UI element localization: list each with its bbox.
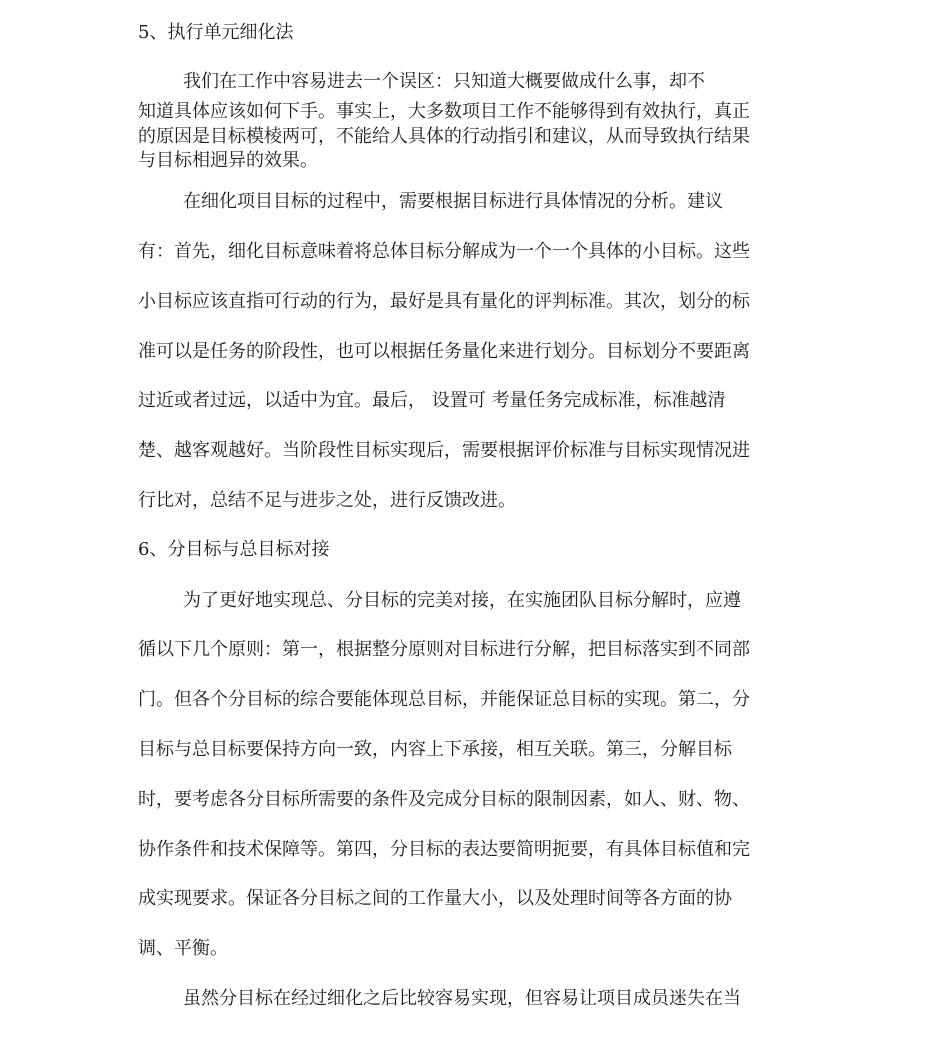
section-6-heading: 6、分目标与总目标对接 [138,539,330,560]
text-line: 协作条件和技术保障等。第四，分目标的表达要简明扼要，有具体目标值和完 [138,839,750,860]
text-line: 我们在工作中容易进去一个误区：只知道大概要做成什么事，却不 [183,71,705,92]
text-line: 为了更好地实现总、分目标的完美对接，在实施团队目标分解时，应遵 [183,590,741,611]
text-line: 与目标相迥异的效果。 [138,150,318,171]
section-5-heading: 5、执行单元细化法 [138,22,294,43]
text-line: 准可以是任务的阶段性，也可以根据任务量化来进行划分。目标划分不要距离 [138,341,750,362]
text-line: 在细化项目目标的过程中，需要根据目标进行具体情况的分析。建议 [183,191,723,212]
text-line: 楚、越客观越好。当阶段性目标实现后，需要根据评价标准与目标实现情况进 [138,440,750,461]
text-line: 小目标应该直指可行动的行为，最好是具有量化的评判标准。其次，划分的标 [138,291,750,312]
text-line: 知道具体应该如何下手。事实上，大多数项目工作不能够得到有效执行，真正 [138,101,750,122]
text-line: 时，要考虑各分目标所需要的条件及完成分目标的限制因素，如人、财、物、 [138,789,750,810]
text-line: 过近或者过远，以适中为宜。最后， 设置可 考量任务完成标准，标准越清 [138,390,726,411]
text-line: 的原因是目标模棱两可，不能给人具体的行动指引和建议，从而导致执行结果 [138,126,750,147]
text-line: 有：首先，细化目标意味着将总体目标分解成为一个一个具体的小目标。这些 [138,241,750,262]
text-line: 目标与总目标要保持方向一致，内容上下承接，相互关联。第三，分解目标 [138,739,732,760]
text-line: 调、平衡。 [138,938,228,959]
text-line: 循以下几个原则：第一，根据整分原则对目标进行分解，把目标落实到不同部 [138,639,750,660]
text-line: 门。但各个分目标的综合要能体现总目标，并能保证总目标的实现。第二，分 [138,689,750,710]
text-line: 行比对，总结不足与进步之处，进行反馈改进。 [138,490,516,511]
text-line: 虽然分目标在经过细化之后比较容易实现，但容易让项目成员迷失在当 [183,988,741,1009]
text-line: 成实现要求。保证各分目标之间的工作量大小，以及处理时间等各方面的协 [138,888,732,909]
